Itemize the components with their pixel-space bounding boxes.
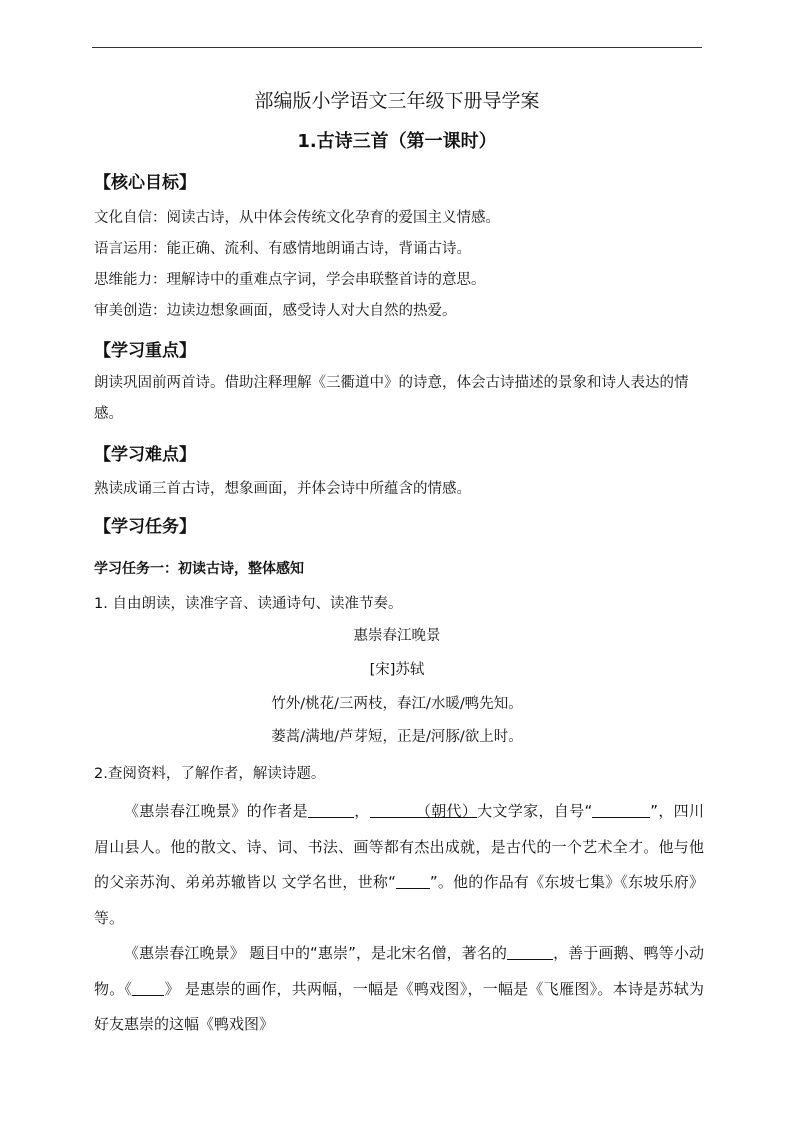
para-text: 大文学家，自号“ — [477, 802, 593, 820]
fill-blank-author[interactable] — [308, 802, 354, 818]
lesson-title: 1.古诗三首（第一课时） — [297, 131, 497, 152]
fill-blank-alias[interactable] — [592, 802, 650, 818]
goal-item: 审美创造：边读边想象画面，感受诗人对大自然的热爱。 — [94, 303, 457, 319]
poem-line: 蒌蒿/满地/芦芽短，正是/河豚/欲上时。 — [271, 729, 523, 745]
para-text: ， — [353, 802, 370, 820]
document-title: 部编版小学语文三年级下册导学案 — [254, 90, 540, 112]
para-text: ，善于画鹅、鸭等小动物。《 — [94, 944, 704, 998]
focus-heading: 【学习重点】 — [94, 341, 196, 361]
title-paragraph — [94, 936, 704, 1043]
poem-title: 惠崇春江晚景 — [353, 628, 441, 644]
author-paragraph — [94, 794, 704, 936]
task1-title: 学习任务一：初读古诗，整体感知 — [94, 561, 304, 577]
focus-text: 朗读巩固前两首诗。借助注释理解《三衢道中》的诗意，体会古诗描述的景象和诗人表达的情感。 — [94, 375, 689, 422]
tasks-heading: 【学习任务】 — [94, 517, 196, 537]
task1-step1: 1. 自由朗读，读准字音、读通诗句、读准节奏。 — [94, 596, 403, 612]
difficulty-text: 熟读成诵三首古诗，想象画面，并体会诗中所蕴含的情感。 — [94, 481, 471, 497]
goals-heading: 【核心目标】 — [94, 173, 196, 193]
task1-step2: 2.查阅资料，了解作者，解读诗题。 — [94, 766, 326, 782]
fill-blank-dynasty[interactable] — [370, 802, 416, 818]
para-text: ”。他的作品有《东坡七集》《东坡乐府》等。 — [94, 873, 704, 927]
poem-line: 竹外/桃花/三两枝，春江/水暖/鸭先知。 — [271, 696, 523, 712]
para-text: 《惠崇春江晚景》 题目中的“惠崇”，是北宋名僧，著名的 — [124, 944, 507, 962]
fill-blank-role[interactable] — [507, 944, 553, 960]
para-text: ”，四川眉山县人。他的散文、诗、词、书法、画等都有杰出成就，是古代的一个艺术全才。他与他的父亲苏洵、弟弟苏辙皆以 文学名世，世称“ — [94, 802, 704, 891]
para-text: 《惠崇春江晚景》的作者是 — [124, 802, 308, 820]
fill-blank-painting[interactable] — [132, 980, 164, 996]
fill-blank-title[interactable] — [396, 873, 430, 889]
dynasty-label: （朝代） — [415, 802, 478, 820]
para-text: 》 是惠崇的画作，共两幅，一幅是《鸭戏图》，一幅是《飞雁图》。本诗是苏轼为好友惠崇的这幅《鸭戏图》 — [94, 979, 704, 1033]
difficulty-heading: 【学习难点】 — [94, 445, 196, 465]
header-rule — [92, 47, 702, 48]
goal-item: 语言运用：能正确、流利、有感情地朗诵古诗，背诵古诗。 — [94, 241, 471, 257]
goal-item: 思维能力：理解诗中的重难点字词，学会串联整首诗的意思。 — [94, 272, 486, 288]
goal-item: 文化自信：阅读古诗，从中体会传统文化孕育的爱国主义情感。 — [94, 210, 500, 226]
poem-author: [宋]苏轼 — [369, 662, 425, 678]
